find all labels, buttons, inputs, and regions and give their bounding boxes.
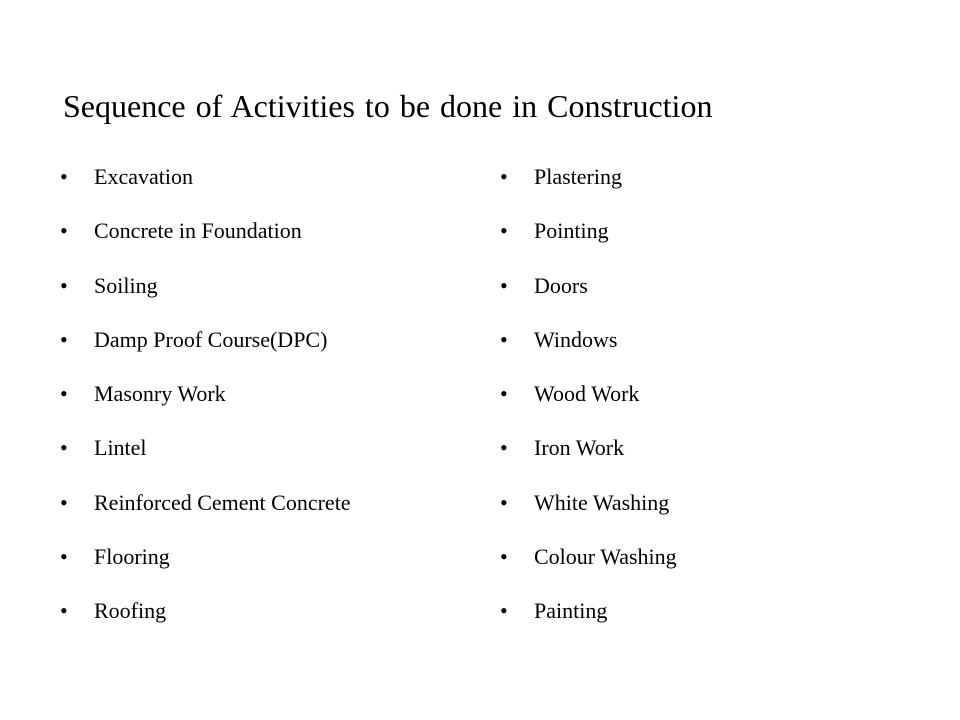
bullet-icon: •	[60, 435, 68, 461]
left-activity-list	[60, 150, 460, 639]
list-item	[500, 259, 900, 313]
bullet-icon: •	[60, 598, 68, 624]
list-item	[500, 313, 900, 367]
bullet-icon: •	[500, 544, 508, 570]
list-item-label: Iron Work	[534, 435, 625, 461]
list-item-label: Soiling	[94, 272, 158, 298]
list-item	[500, 421, 900, 475]
list-item	[500, 530, 900, 584]
bullet-icon: •	[500, 164, 508, 189]
list-item-label: Excavation	[94, 164, 193, 189]
list-item-label: Plastering	[534, 164, 622, 189]
bullet-icon: •	[500, 598, 508, 624]
bullet-icon: •	[60, 489, 68, 515]
list-item-label: Windows	[534, 326, 618, 352]
bullet-icon: •	[500, 489, 508, 515]
list-item	[500, 150, 900, 204]
list-item	[60, 367, 460, 421]
bullet-icon: •	[500, 435, 508, 461]
slide-title: Sequence of Activities to be done in Construction	[63, 88, 713, 124]
list-item	[500, 367, 900, 421]
bullet-icon: •	[60, 218, 68, 244]
list-item	[60, 204, 460, 258]
list-item	[500, 584, 900, 638]
list-item	[60, 584, 460, 638]
list-item-label: Damp Proof Course(DPC)	[94, 326, 328, 352]
list-item	[60, 530, 460, 584]
list-item	[500, 476, 900, 530]
list-item	[60, 421, 460, 475]
list-item-label: Wood Work	[534, 381, 640, 407]
list-item-label: White Washing	[534, 489, 670, 515]
bullet-icon: •	[500, 218, 508, 244]
list-item-label: Painting	[534, 598, 608, 624]
list-item-label: Reinforced Cement Concrete	[94, 489, 351, 515]
list-item-label: Pointing	[534, 218, 609, 244]
list-item-label: Flooring	[94, 544, 170, 570]
list-item	[60, 476, 460, 530]
bullet-icon: •	[60, 544, 68, 570]
bullet-icon: •	[60, 272, 68, 298]
list-item	[60, 313, 460, 367]
bullet-icon: •	[60, 381, 68, 407]
list-item-label: Masonry Work	[94, 381, 226, 407]
bullet-icon: •	[500, 381, 508, 407]
right-activity-list	[500, 150, 900, 639]
list-item-label: Doors	[534, 272, 588, 298]
list-item	[60, 150, 460, 204]
list-item-label: Concrete in Foundation	[94, 218, 302, 244]
bullet-icon: •	[60, 164, 68, 189]
list-item-label: Lintel	[94, 435, 147, 461]
list-item-label: Roofing	[94, 598, 167, 624]
list-item	[60, 259, 460, 313]
bullet-icon: •	[500, 272, 508, 298]
list-item-label: Colour Washing	[534, 544, 677, 570]
list-item	[500, 204, 900, 258]
bullet-icon: •	[500, 326, 508, 352]
bullet-icon: •	[60, 326, 68, 352]
